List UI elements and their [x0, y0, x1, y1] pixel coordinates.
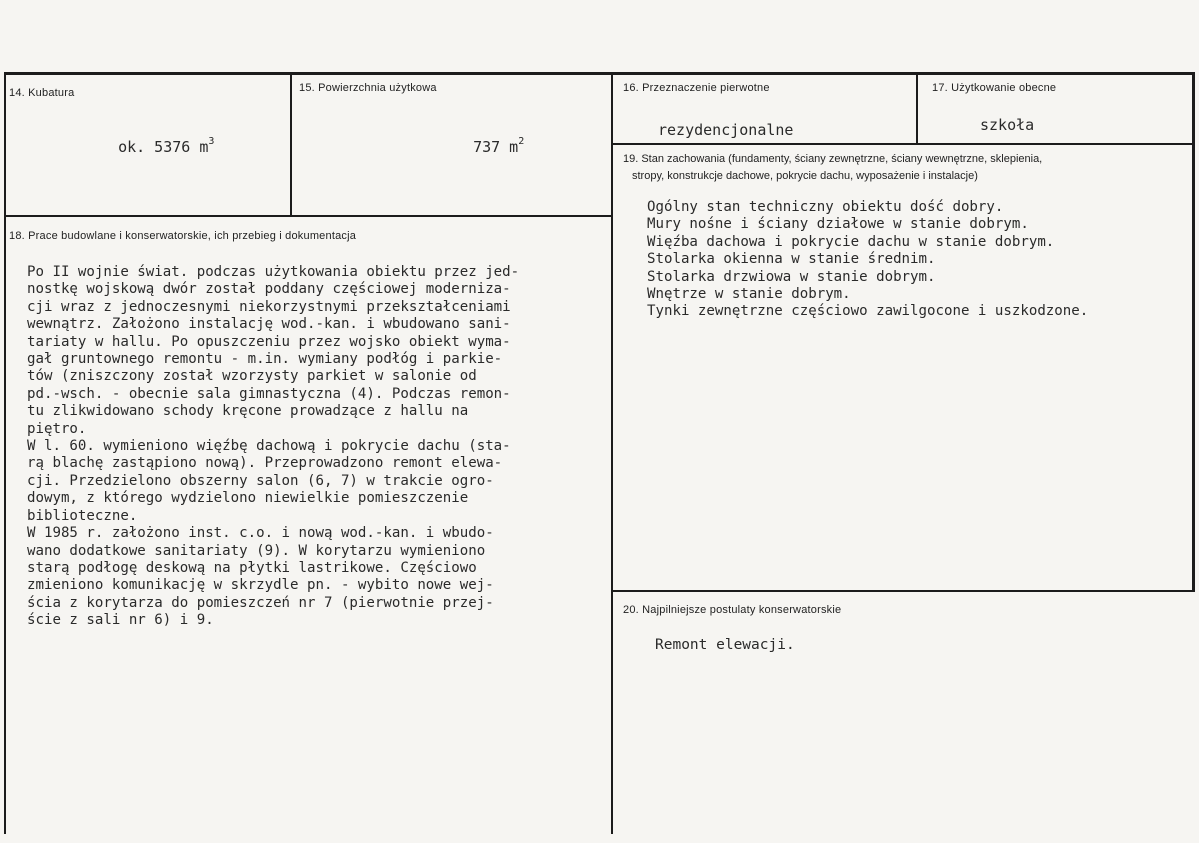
- text-line: cji wraz z jednoczesnymi niekorzystnymi przekształceniami: [27, 298, 511, 315]
- text-line: zmieniono komunikację w skrzydle pn. - wybito nowe wej-: [27, 577, 494, 594]
- area-unit-exponent: 2: [518, 136, 525, 147]
- field-18-text: [27, 264, 519, 630]
- field-20-value: Remont elewacji.: [655, 637, 795, 653]
- left-border: [4, 72, 6, 834]
- text-line: tu zlikwidowano schody kręcone prowadzące z hallu na: [27, 403, 469, 420]
- text-line: Mury nośne i ściany działowe w stanie dobrym.: [647, 216, 1029, 233]
- field-15-value: [455, 118, 524, 156]
- text-line: biblioteczne.: [27, 507, 138, 524]
- field-19-label: [623, 151, 1042, 185]
- text-line: gał gruntownego remontu - m.in. wymiany podłóg i parkie-: [27, 351, 503, 368]
- text-line: cji. Przedzielono obszerny salon (6, 7) w trakcie ogro-: [27, 472, 494, 489]
- text-line: ście z sali nr 6) i 9.: [27, 612, 214, 629]
- field-19-text: [647, 199, 1088, 321]
- cubature-unit-exponent: 3: [208, 136, 215, 147]
- field-19-label-line1: 19. Stan zachowania (fundamenty, ściany zewnętrzne, ściany wewnętrzne, sklepienia,: [623, 153, 1043, 165]
- field-20-label: 20. Najpilniejsze postulaty konserwatorskie: [623, 604, 842, 616]
- field-14-label: 14. Kubatura: [9, 87, 75, 99]
- text-line: Po II wojnie świat. podczas użytkowania obiektu przez jed-: [27, 264, 520, 280]
- text-line: Ogólny stan techniczny obiektu dość dobry.: [647, 199, 1004, 215]
- area-value: 737 m: [473, 138, 519, 156]
- text-line: Stolarka okienna w stanie średnim.: [647, 251, 936, 268]
- field-14-value: [100, 118, 214, 156]
- field-16-value: rezydencjonalne: [658, 121, 794, 139]
- field-15-label: 15. Powierzchnia użytkowa: [299, 82, 437, 94]
- text-line: Tynki zewnętrzne częściowo zawilgocone i uszkodzone.: [647, 303, 1089, 320]
- field-17-label: 17. Użytkowanie obecne: [932, 82, 1057, 94]
- text-line: starą podłogę deskową na płytki lastrikowe. Częściowo: [27, 559, 477, 576]
- text-line: W l. 60. wymieniono więźbę dachową i pokrycie dachu (sta-: [27, 438, 511, 455]
- right-border: [1192, 72, 1195, 592]
- rule-under-14-15: [5, 215, 612, 217]
- field-19-label-line2: stropy, konstrukcje dachowe, pokrycie dachu, wyposażenie i instalacje): [632, 170, 978, 182]
- rule-under-16-17: [612, 143, 1194, 145]
- text-line: Stolarka drzwiowa w stanie dobrym.: [647, 268, 936, 285]
- text-line: tariaty w hallu. Po opuszczeniu przez wojsko obiekt wyma-: [27, 333, 511, 350]
- text-line: W 1985 r. założono inst. c.o. i nową wod.-kan. i wbudo-: [27, 525, 494, 542]
- text-line: dowym, z którego wydzielono niewielkie pomieszczenie: [27, 490, 469, 507]
- divider-14-15: [290, 74, 292, 216]
- text-line: piętro.: [27, 420, 87, 437]
- text-line: Więźba dachowa i pokrycie dachu w stanie dobrym.: [647, 233, 1055, 250]
- rule-under-19: [612, 590, 1195, 592]
- field-17-value: szkoła: [980, 116, 1035, 134]
- field-18-label: 18. Prace budowlane i konserwatorskie, ich przebieg i dokumentacja: [9, 230, 357, 242]
- text-line: tów (zniszczony został wzorzysty parkiet w salonie od: [27, 368, 477, 385]
- top-rule: [4, 72, 1195, 75]
- text-line: wano dodatkowe sanitariaty (9). W korytarzu wymieniono: [27, 542, 486, 559]
- divider-16-17: [916, 74, 918, 144]
- text-line: pd.-wsch. - obecnie sala gimnastyczna (4). Podczas remon-: [27, 385, 511, 402]
- text-line: ścia z korytarza do pomieszczeń nr 7 (pierwotnie przej-: [27, 594, 494, 611]
- text-line: Wnętrze w stanie dobrym.: [647, 286, 851, 303]
- text-line: nostkę wojskową dwór został poddany częściowej moderniza-: [27, 281, 511, 298]
- divider-15-16: [611, 74, 613, 834]
- text-line: rą blachę zastąpiono nową). Przeprowadzono remont elewa-: [27, 455, 503, 472]
- field-16-label: 16. Przeznaczenie pierwotne: [623, 82, 770, 94]
- text-line: wewnątrz. Założono instalację wod.-kan. i wbudowano sani-: [27, 316, 511, 333]
- cubature-value: ok. 5376 m: [118, 138, 209, 156]
